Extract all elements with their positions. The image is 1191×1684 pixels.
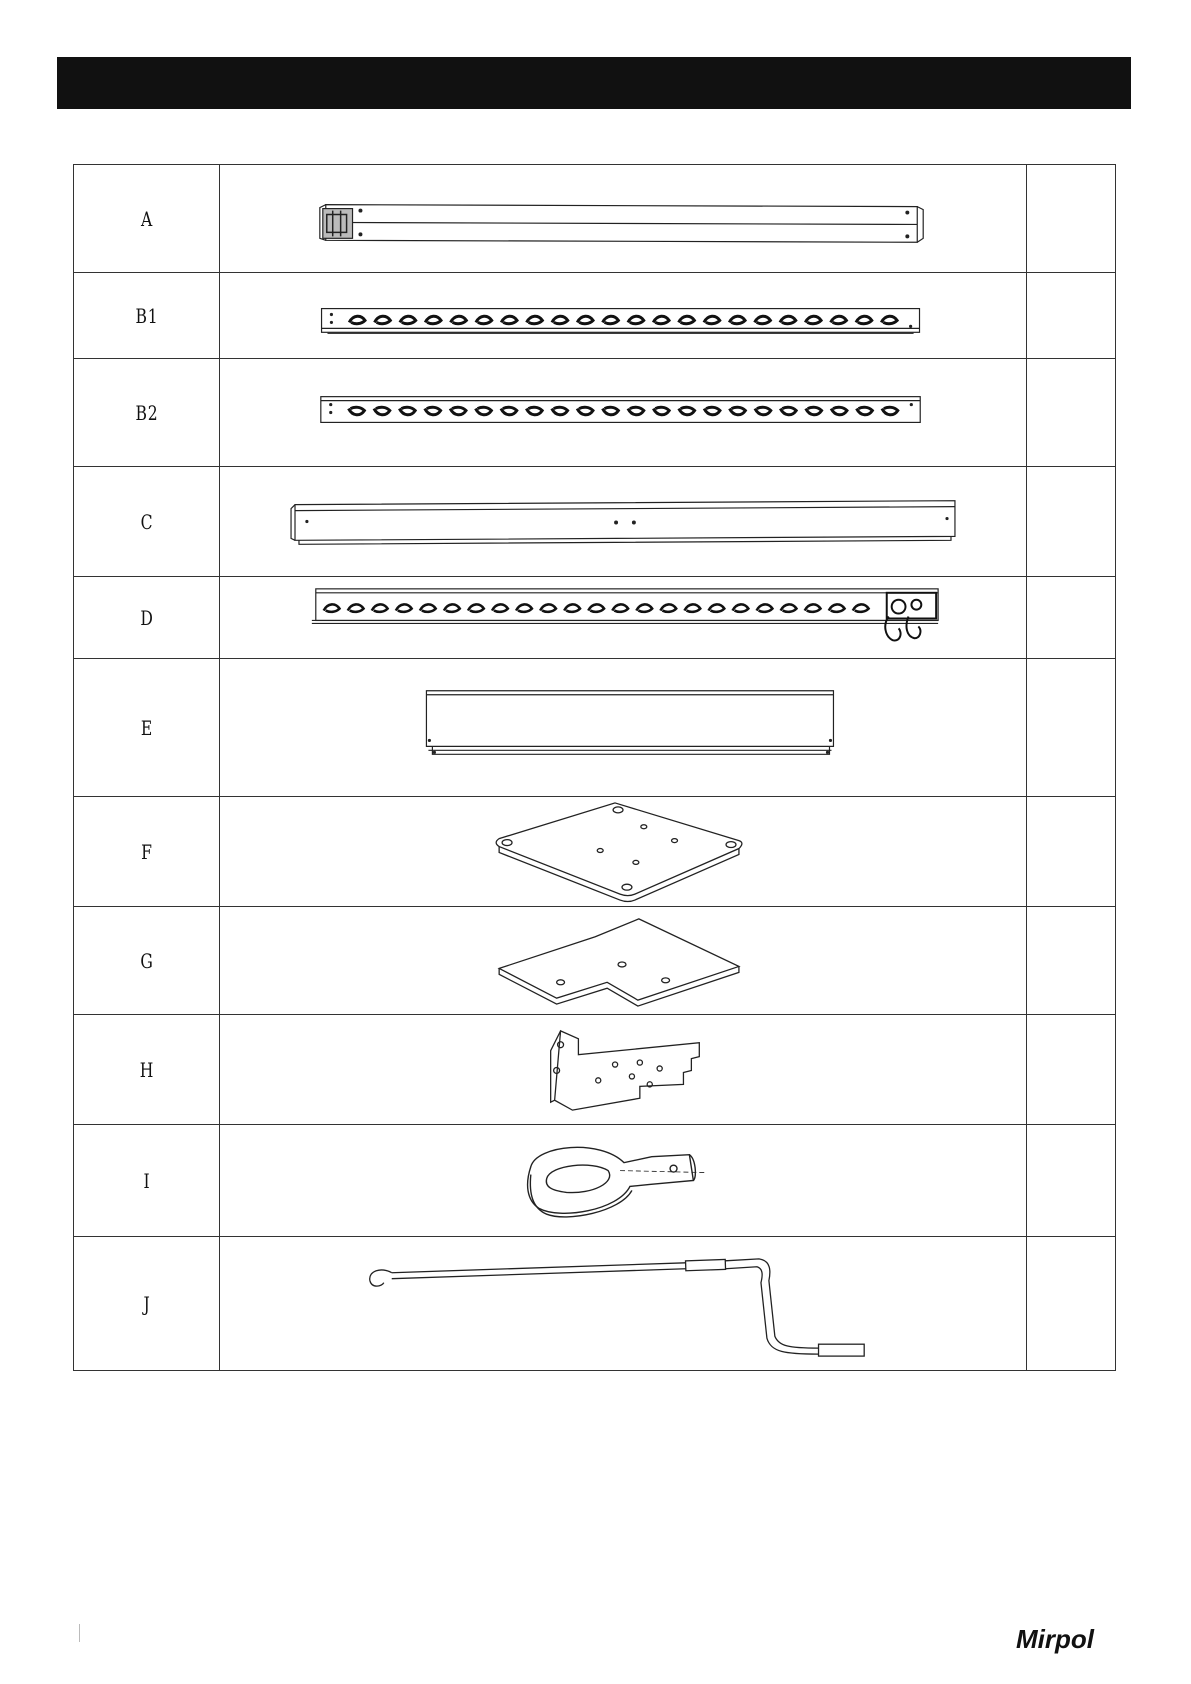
- hook-segment: [372, 604, 388, 611]
- part-quantity: [1027, 907, 1116, 1015]
- hook-segment: [781, 604, 797, 611]
- hook-segment: [396, 604, 412, 611]
- hook-segment: [552, 407, 568, 415]
- table-row: [74, 273, 1116, 359]
- hook-segment: [564, 604, 580, 611]
- hook-segment: [425, 316, 441, 324]
- corner-plate-icon: [220, 907, 1026, 1014]
- square-base-plate-icon: [220, 797, 1026, 906]
- hook-segment: [552, 316, 568, 324]
- hook-segment: [730, 407, 746, 415]
- part-label: H: [90, 1015, 204, 1125]
- hook-segment: [636, 604, 652, 611]
- part-image: [220, 467, 1027, 577]
- hook-segment: [501, 407, 517, 415]
- table-row: [74, 165, 1116, 273]
- hook-segment: [516, 604, 532, 611]
- hook-rail-b1-icon: [220, 273, 1026, 358]
- hook-segment: [450, 407, 466, 415]
- hook-segment: [831, 316, 847, 324]
- hook-segment: [805, 316, 821, 324]
- hook-segment: [612, 604, 628, 611]
- hook-segment: [780, 407, 796, 415]
- part-quantity: [1027, 273, 1116, 359]
- part-quantity: [1027, 577, 1116, 659]
- hook-segment: [757, 604, 773, 611]
- hook-segment: [527, 316, 543, 324]
- table-row: [74, 907, 1116, 1015]
- part-label: J: [90, 1237, 204, 1371]
- part-image: [220, 659, 1027, 797]
- table-row: [74, 797, 1116, 907]
- hook-segment: [374, 407, 390, 415]
- part-label: F: [90, 797, 204, 907]
- hook-segment: [729, 316, 745, 324]
- part-image: [220, 1237, 1027, 1371]
- hook-segment: [349, 316, 365, 324]
- hook-segment: [806, 407, 822, 415]
- hook-segment: [853, 604, 869, 611]
- hook-segment: [755, 407, 771, 415]
- hook-segment: [653, 316, 669, 324]
- part-quantity: [1027, 467, 1116, 577]
- eye-connector-icon: [220, 1125, 1026, 1236]
- table-row: [74, 577, 1116, 659]
- part-label: A: [90, 165, 204, 273]
- hook-segment: [588, 604, 604, 611]
- hook-segment: [526, 407, 542, 415]
- hook-segment: [628, 407, 644, 415]
- part-image: [220, 1015, 1027, 1125]
- hook-segment: [476, 407, 492, 415]
- hook-segment: [660, 604, 676, 611]
- hook-segment: [399, 407, 415, 415]
- part-label: E: [90, 659, 204, 797]
- hook-segment: [451, 316, 467, 324]
- parts-table: [73, 164, 1116, 1371]
- hook-segment: [492, 604, 508, 611]
- square-tube-beam-icon: [220, 165, 1026, 272]
- hook-segment: [420, 604, 436, 611]
- part-label: D: [90, 577, 204, 659]
- hook-segment: [444, 604, 460, 611]
- part-label: C: [90, 467, 204, 577]
- bent-bracket-icon: [220, 1015, 1026, 1124]
- part-label: I: [90, 1125, 204, 1237]
- footer-divider: [79, 1624, 80, 1642]
- hook-segment: [704, 407, 720, 415]
- part-label: G: [90, 907, 204, 1015]
- part-quantity: [1027, 1237, 1116, 1371]
- part-image: [220, 359, 1027, 467]
- hook-segment: [679, 407, 695, 415]
- part-quantity: [1027, 797, 1116, 907]
- hook-segment: [755, 316, 771, 324]
- table-row: [74, 1015, 1116, 1125]
- channel-beam-icon: [220, 467, 1026, 576]
- table-row: [74, 1125, 1116, 1237]
- table-row: [74, 659, 1116, 797]
- hook-segment: [324, 604, 340, 611]
- hook-segment: [653, 407, 669, 415]
- hook-segment: [856, 316, 872, 324]
- header-bar: [57, 57, 1131, 109]
- hook-segment: [425, 407, 441, 415]
- part-image: [220, 907, 1027, 1015]
- hook-segment: [780, 316, 796, 324]
- part-quantity: [1027, 165, 1116, 273]
- table-row: [74, 359, 1116, 467]
- hook-segment: [400, 316, 416, 324]
- hook-segment: [857, 407, 873, 415]
- table-row: [74, 467, 1116, 577]
- hook-segment: [709, 604, 725, 611]
- part-image: [220, 165, 1027, 273]
- hook-segment: [704, 316, 720, 324]
- hook-segment: [476, 316, 492, 324]
- hook-segment: [375, 316, 391, 324]
- cover-plate-icon: [220, 659, 1026, 796]
- hook-segment: [829, 604, 845, 611]
- table-row: [74, 1237, 1116, 1371]
- hook-segment: [501, 316, 517, 324]
- part-label: B2: [90, 359, 204, 467]
- part-quantity: [1027, 1125, 1116, 1237]
- hook-segment: [540, 604, 556, 611]
- hook-segment: [805, 604, 821, 611]
- part-quantity: [1027, 1015, 1116, 1125]
- hook-segment: [349, 407, 365, 415]
- part-image: [220, 273, 1027, 359]
- hook-segment: [577, 407, 593, 415]
- part-label: B1: [90, 273, 204, 359]
- part-quantity: [1027, 359, 1116, 467]
- hook-segment: [684, 604, 700, 611]
- hook-segment: [882, 407, 898, 415]
- hook-segment: [577, 316, 593, 324]
- hook-segment: [733, 604, 749, 611]
- mirpol-logo: [1014, 1622, 1130, 1656]
- hook-segment: [603, 316, 619, 324]
- part-image: [220, 577, 1027, 659]
- hook-segment: [628, 316, 644, 324]
- crank-handle-icon: [220, 1237, 1026, 1370]
- hook-segment: [679, 316, 695, 324]
- hook-segment: [831, 407, 847, 415]
- brand-wordmark: Mirpol: [1016, 1624, 1094, 1654]
- hook-segment: [468, 604, 484, 611]
- hook-rail-b2-icon: [220, 359, 1026, 466]
- hook-segment: [603, 407, 619, 415]
- hook-rail-with-winch-icon: [220, 577, 1026, 658]
- part-quantity: [1027, 659, 1116, 797]
- part-image: [220, 1125, 1027, 1237]
- hook-segment: [881, 316, 897, 324]
- hook-segment: [348, 604, 364, 611]
- part-image: [220, 797, 1027, 907]
